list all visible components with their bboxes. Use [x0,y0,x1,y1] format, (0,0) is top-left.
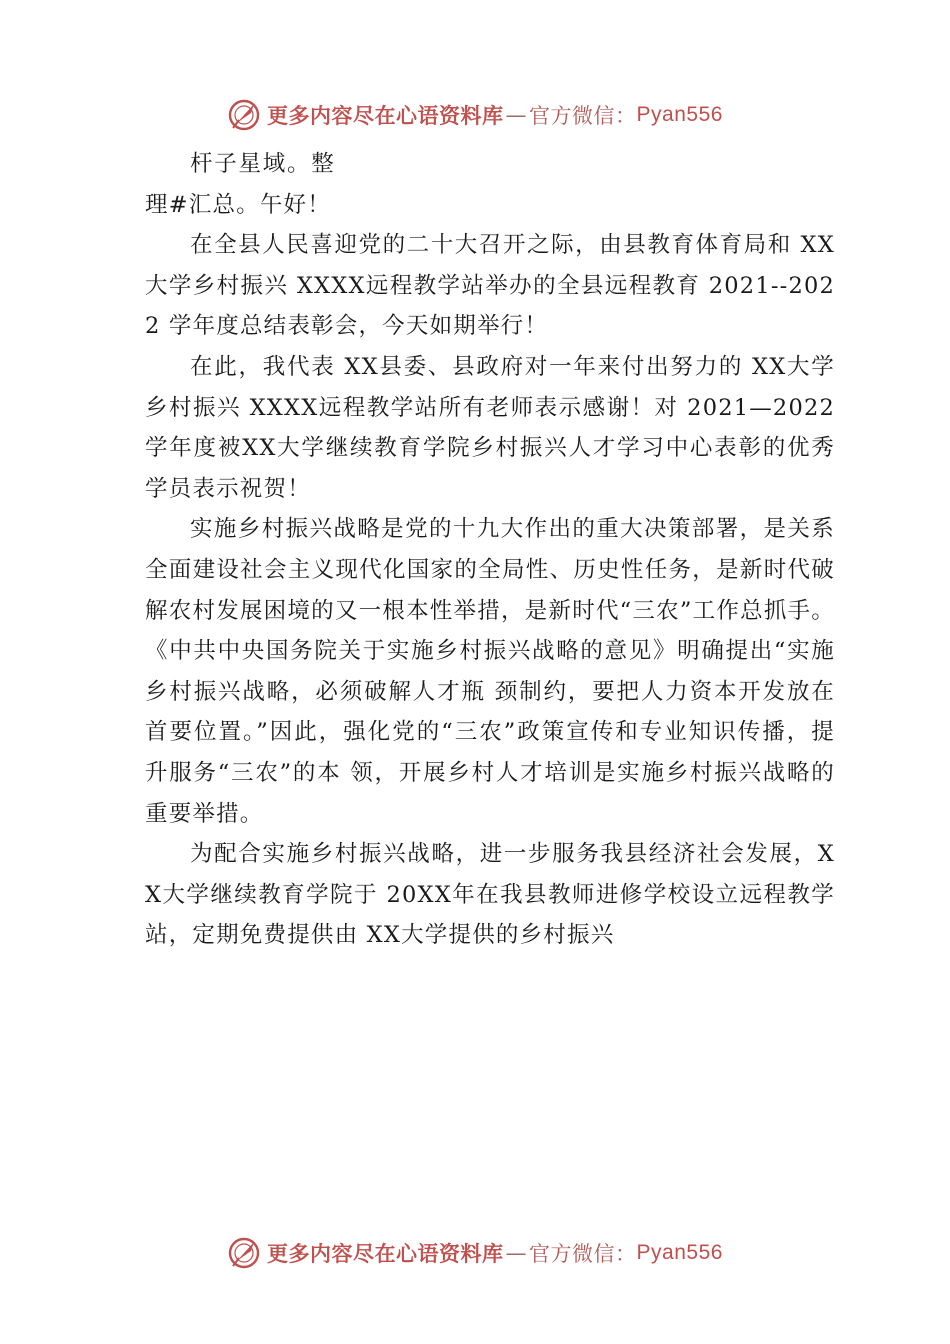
quill-seal-icon [227,1236,261,1270]
paragraph-greeting: 杆子星域。整理#汇总。午好！ [145,151,335,218]
banner-wechat-label: 官方微信： [529,104,637,128]
paragraph-station: 为配合实施乡村振兴战略，进一步服务我县经济社会发展，XX大学继续教育学院于 20XX年在我县教师进修学校设立远程教学站，定期免费提供由 XX大学提供的乡村振兴 [145,841,835,949]
footer-brand: 更多内容尽在心语资料库 [267,1242,504,1266]
document-body [145,144,835,956]
paragraph-opening: 在全县人民喜迎党的二十大召开之际，由县教育体育局和 XX大学乡村振兴 XXXX远程教学站举办的全县远程教育 2021--2022 学年度总结表彰会，今天如期举行！ [145,232,835,340]
footer-wechat-id: Pyan556 [636,1241,723,1264]
banner-separator: — [505,103,528,127]
quill-seal-icon [227,98,261,132]
header-banner [0,95,950,135]
footer-banner [0,1233,950,1273]
paragraph-thanks: 在此，我代表 XX县委、县政府对一年来付出努力的 XX大学乡村振兴 XXXX远程教学站所有老师表示感谢！对 2021—2022 学年度被XX大学继续教育学院乡村振兴人才学习中心表彰的优秀学员表示祝贺！ [145,353,835,502]
banner-wechat-id: Pyan556 [636,103,723,126]
footer-separator: — [505,1241,528,1265]
footer-wechat-label: 官方微信： [529,1242,637,1266]
banner-brand: 更多内容尽在心语资料库 [267,104,504,128]
paragraph-strategy: 实施乡村振兴战略是党的十九大作出的重大决策部署，是关系全面建设社会主义现代化国家的全局性、历史性任务，是新时代破解农村发展困境的又一根本性举措，是新时代“三农”工作总抓手。《中共中央国务院关于实施乡村振兴战略的意见》明确提出“实施乡村振兴战略，必须破解人才瓶 颈制约，要把人力资本开发放在首要位置。”因此，强化党的“三农”政策宣传和专业知识传播，提升服务“三农”的本 领，开展乡村人才培训是实施乡村振兴战略的重要举措。 [145,516,835,827]
